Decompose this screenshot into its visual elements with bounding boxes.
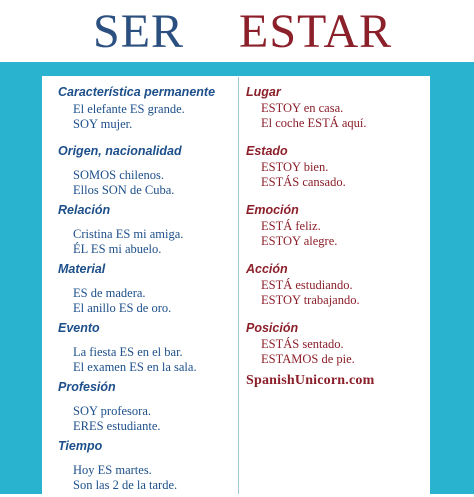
ser-section-material (58, 261, 234, 320)
ser-title: SER (93, 5, 185, 58)
estar-section-posicion (246, 320, 430, 379)
estar-example: ESTÁS sentado. (261, 337, 344, 351)
ser-example: El examen ES en la sala. (73, 359, 197, 374)
ser-section-origen (58, 143, 234, 202)
ser-heading: Tiempo (58, 439, 103, 453)
ser-heading: Característica permanente (58, 85, 216, 99)
estar-example: ESTOY trabajando. (261, 292, 360, 307)
ser-example: SOMOS chilenos. (73, 168, 164, 182)
estar-example: ESTÁS cansado. (261, 174, 346, 189)
estar-heading: Estado (246, 144, 288, 158)
ser-example: ERES estudiante. (73, 418, 161, 433)
ser-heading: Evento (58, 321, 100, 335)
estar-heading: Posición (246, 321, 299, 335)
estar-example: ESTOY alegre. (261, 233, 338, 248)
ser-example: Hoy ES martes. (73, 463, 152, 477)
ser-example: Cristina ES mi amiga. (73, 227, 184, 241)
ser-section-caracteristica (58, 84, 234, 143)
estar-section-emocion (246, 202, 430, 261)
estar-title: ESTAR (239, 5, 393, 58)
estar-section-accion (246, 261, 430, 320)
estar-column (246, 84, 430, 379)
estar-section-lugar (246, 84, 430, 143)
estar-example: ESTOY en casa. (261, 101, 344, 115)
ser-heading: Origen, nacionalidad (58, 144, 182, 158)
ser-example: El elefante ES grande. (73, 102, 185, 116)
ser-example: SOY profesora. (73, 404, 151, 418)
ser-section-tiempo (58, 438, 234, 497)
ser-column (58, 84, 234, 497)
estar-example: ESTÁ feliz. (261, 219, 321, 233)
ser-section-relacion (58, 202, 234, 261)
header (0, 0, 474, 62)
ser-example: SOY mujer. (73, 116, 133, 131)
ser-example: La fiesta ES en el bar. (73, 345, 183, 359)
column-divider (238, 77, 239, 494)
estar-heading: Lugar (246, 85, 281, 99)
estar-example: ESTOY bien. (261, 160, 329, 174)
estar-heading: Acción (246, 262, 288, 276)
ser-example: Son las 2 de la tarde. (73, 477, 178, 492)
estar-section-estado (246, 143, 430, 202)
estar-heading: Emoción (246, 203, 299, 217)
estar-example: El coche ESTÁ aquí. (261, 115, 367, 130)
ser-section-evento (58, 320, 234, 379)
ser-heading: Relación (58, 203, 111, 217)
ser-section-profesion (58, 379, 234, 438)
ser-heading: Material (58, 262, 106, 276)
ser-example: ES de madera. (73, 286, 146, 300)
estar-example: ESTAMOS de pie. (261, 351, 355, 366)
brand-link[interactable]: SpanishUnicorn.com (246, 373, 375, 388)
ser-example: ÉL ES mi abuelo. (73, 241, 162, 256)
ser-heading: Profesión (58, 380, 116, 394)
ser-example: Ellos SON de Cuba. (73, 182, 175, 197)
estar-example: ESTÁ estudiando. (261, 278, 353, 292)
ser-example: El anillo ES de oro. (73, 300, 172, 315)
